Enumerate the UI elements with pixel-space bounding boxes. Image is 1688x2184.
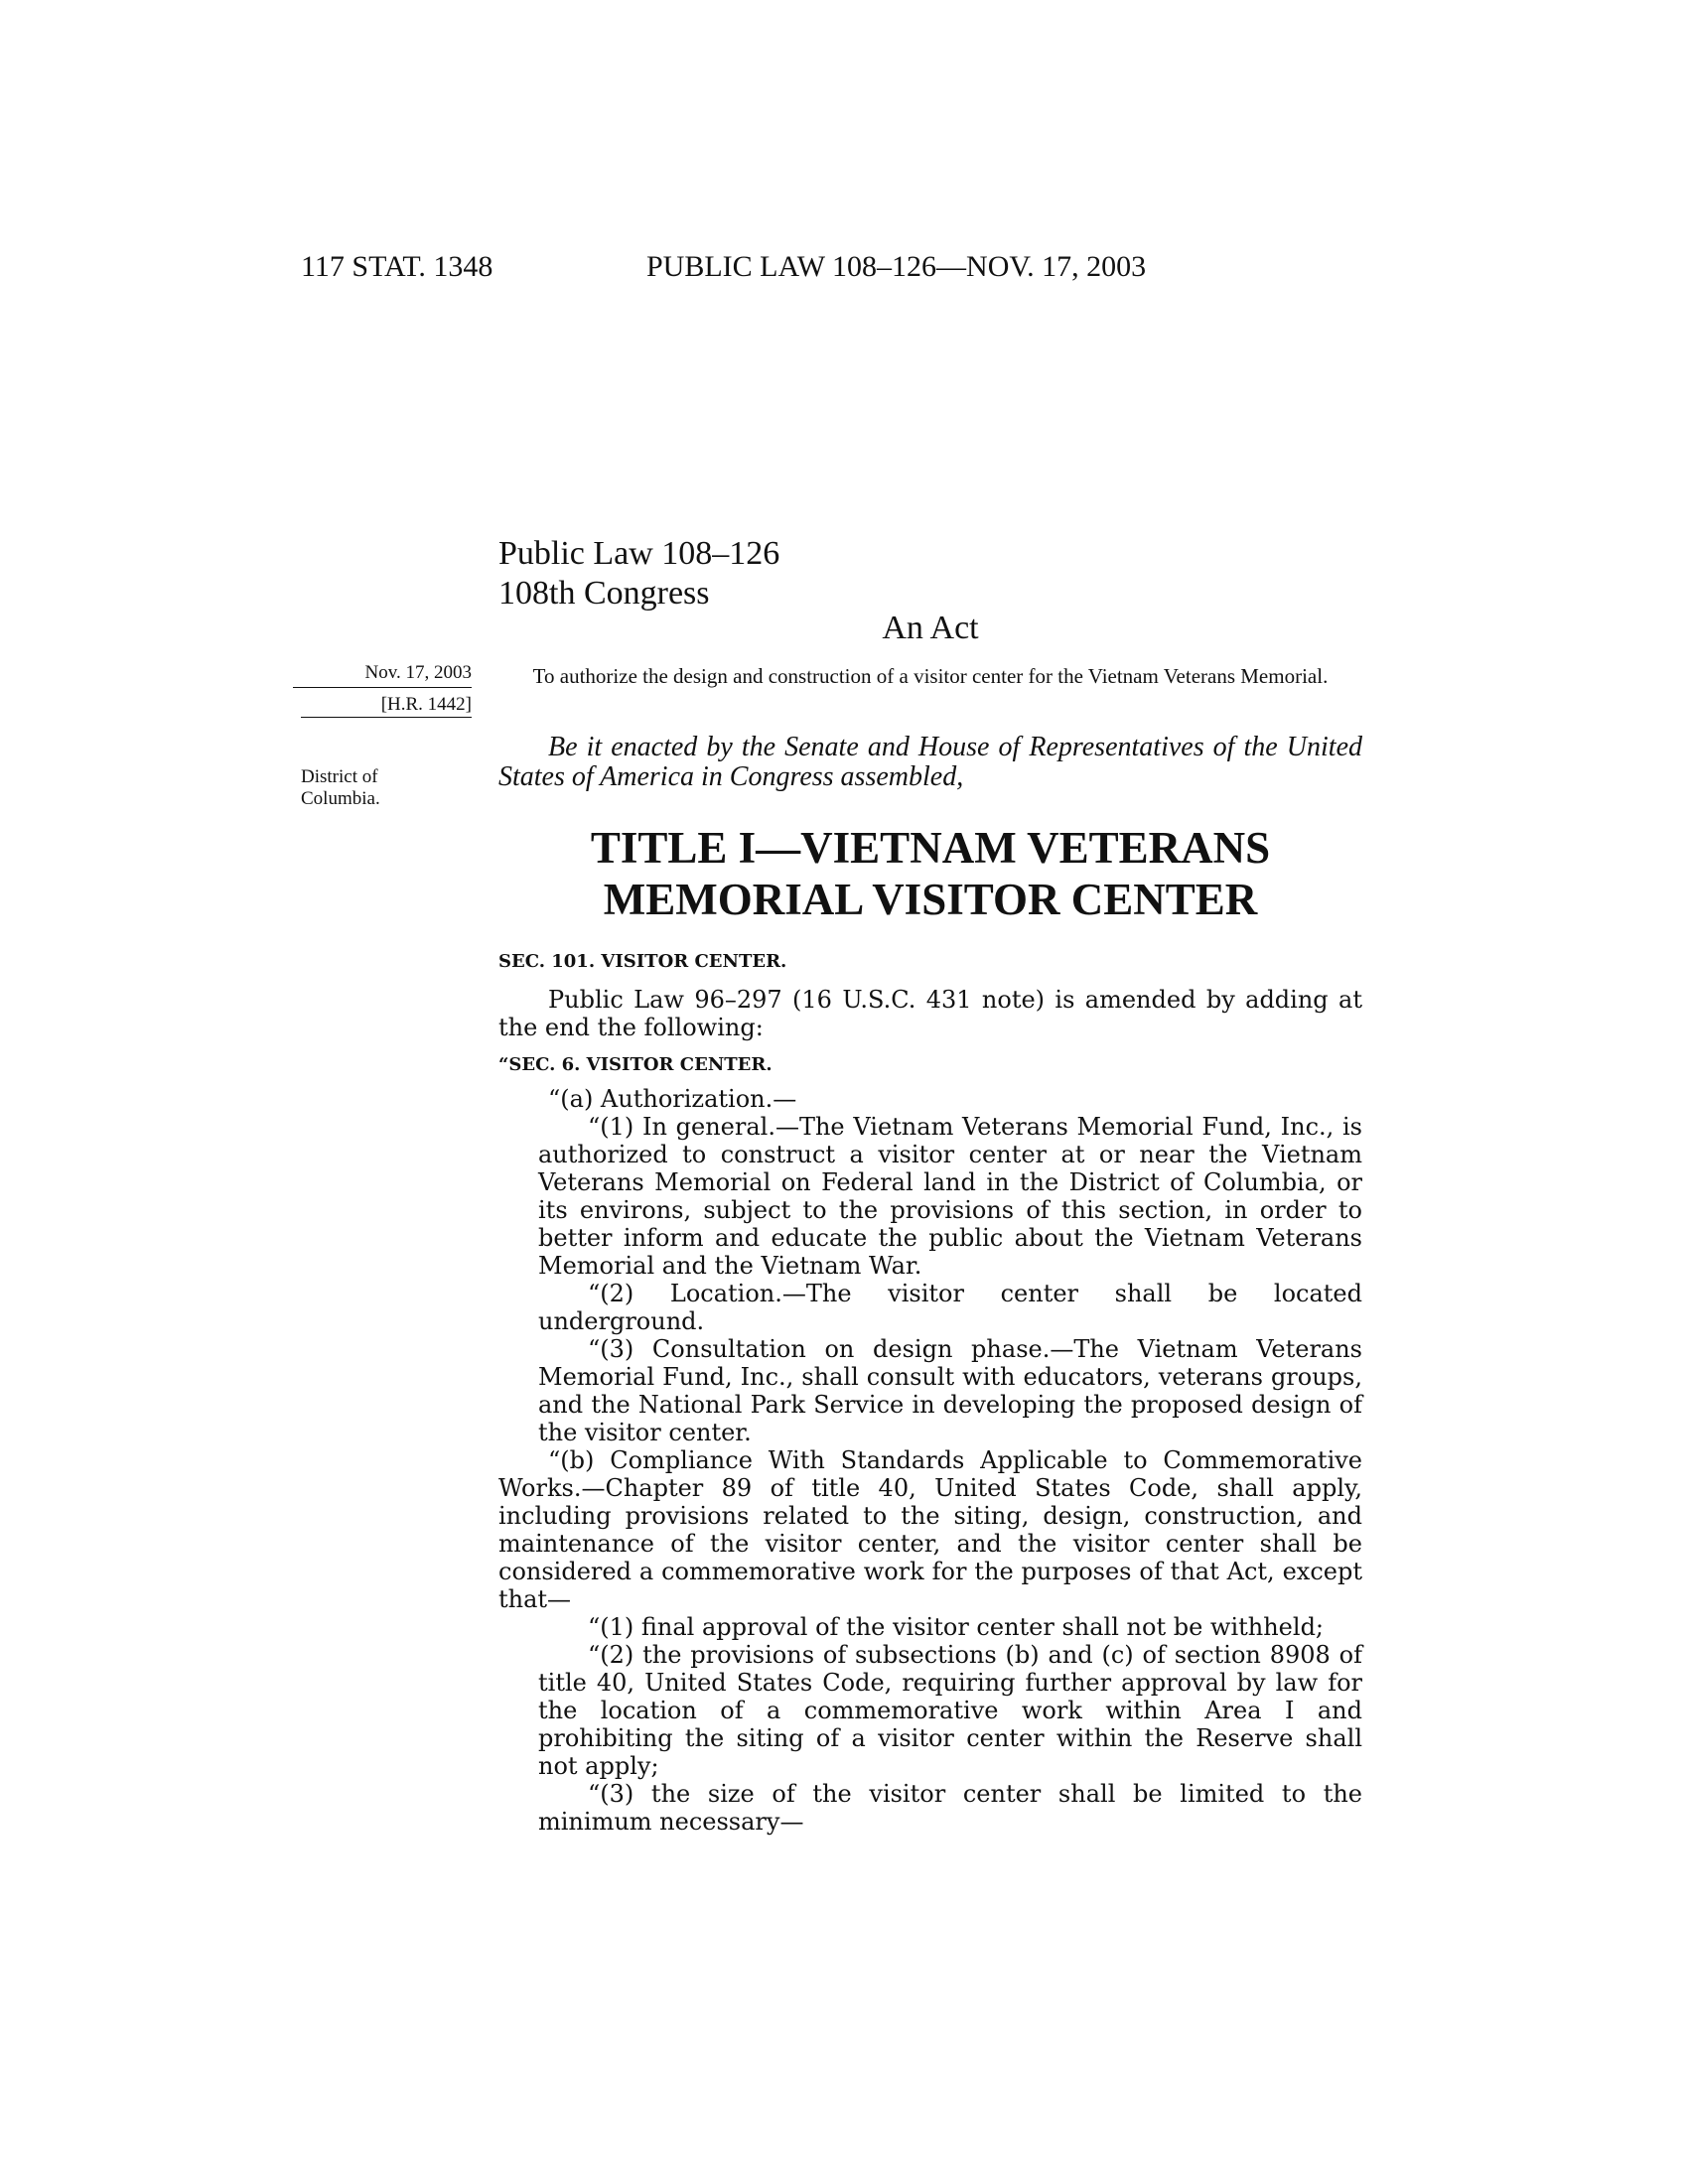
margin-note-bill: [H.R. 1442] <box>380 694 472 715</box>
paragraph-b3: “(3) the size of the visitor center shall be limited to the minimum necessary— <box>538 1780 1362 1836</box>
running-head <box>301 250 1294 290</box>
section-101-heading: SEC. 101. VISITOR CENTER. <box>498 951 787 972</box>
paragraph-a3: “(3) Consultation on design phase.—The Vietnam Veterans Memorial Fund, Inc., shall consult with educators, veterans groups, and the National Park Service in developing the proposed design of the visitor center. <box>538 1335 1362 1446</box>
public-law-number: Public Law 108–126 <box>498 535 780 572</box>
enacting-clause: Be it enacted by the Senate and House of Representatives of the United States of America in Congress assembled, <box>498 732 1362 792</box>
paragraph-a2: “(2) Location.—The visitor center shall be located underground. <box>538 1280 1362 1335</box>
section-6-heading: “SEC. 6. VISITOR CENTER. <box>498 1054 773 1075</box>
act-body <box>498 948 1362 1836</box>
an-act-heading: An Act <box>882 610 979 646</box>
title-heading <box>498 822 1362 925</box>
margin-note-jurisdiction <box>301 766 480 810</box>
section-101-text: Public Law 96–297 (16 U.S.C. 431 note) is amended by adding at the end the following: <box>498 986 1362 1041</box>
paragraph-b1: “(1) final approval of the visitor center shall not be withheld; <box>588 1613 1325 1641</box>
title-heading-line2: MEMORIAL VISITOR CENTER <box>603 875 1258 924</box>
subsection-b: “(b) Compliance With Standards Applicable to Commemorative Works.—Chapter 89 of title 40, United States Code, shall apply, including provisions related to the siting, design, construction, and maintenance of the visitor center, and the visitor center shall be considered a commemorative work for the purposes of that Act, except that— <box>498 1446 1362 1613</box>
margin-note-date: Nov. 17, 2003 <box>293 662 472 688</box>
statute-page-number: 117 STAT. 1348 <box>301 250 493 283</box>
subsection-a-heading: “(a) Authorization.— <box>548 1085 797 1113</box>
margin-rule <box>301 717 472 718</box>
running-head-law: PUBLIC LAW 108–126—NOV. 17, 2003 <box>646 250 1147 283</box>
paragraph-b2: “(2) the provisions of subsections (b) and (c) of section 8908 of title 40, United States Code, requiring further approval by law for the location of a commemorative work within Area I and prohibiting the siting of a visitor center within the Reserve shall not apply; <box>538 1641 1362 1780</box>
margin-note-dc-line1: District of <box>301 766 378 787</box>
margin-note-dc-line2: Columbia. <box>301 788 380 809</box>
act-purpose: To authorize the design and construction of a visitor center for the Vietnam Veterans Memorial. <box>532 664 1329 688</box>
law-header <box>498 534 779 614</box>
congress-number: 108th Congress <box>498 575 710 612</box>
paragraph-a1: “(1) In general.—The Vietnam Veterans Memorial Fund, Inc., is authorized to construct a visitor center at or near the Vietnam Veterans Memorial on Federal land in the District of Columbia, or its environs, subject to the provisions of this section, in order to better inform and educate the public about the Vietnam Veterans Memorial and the Vietnam War. <box>538 1113 1362 1280</box>
title-heading-line1: TITLE I—VIETNAM VETERANS <box>590 823 1271 873</box>
